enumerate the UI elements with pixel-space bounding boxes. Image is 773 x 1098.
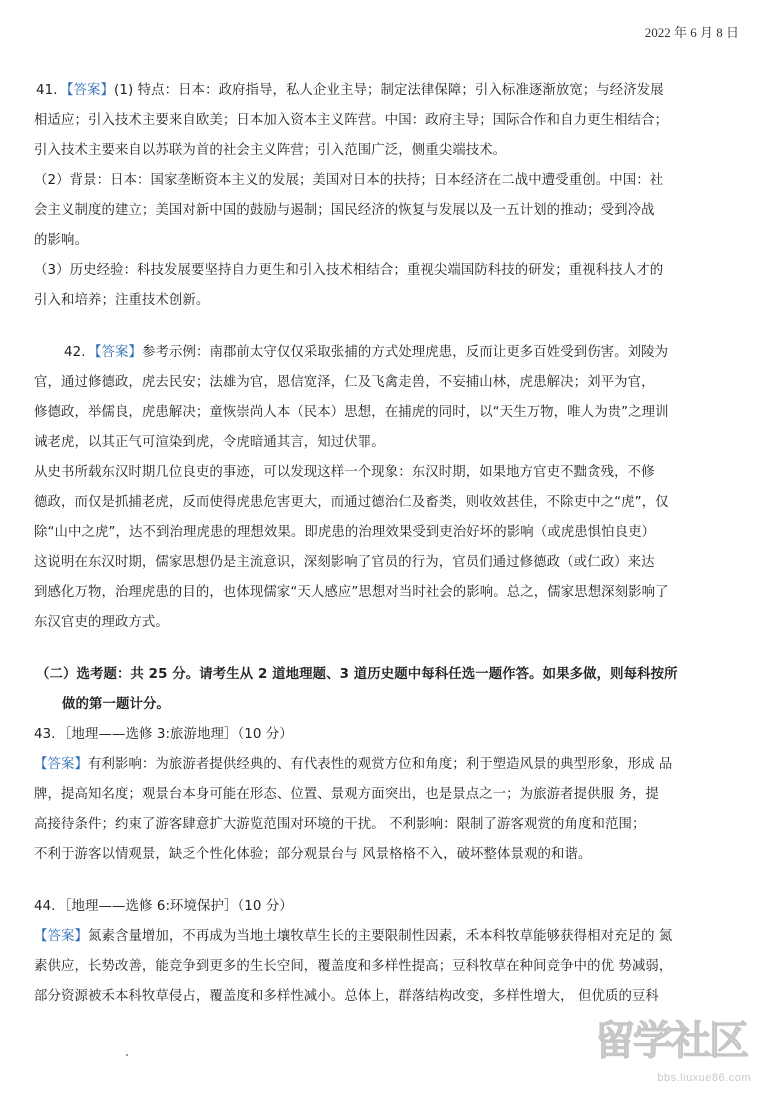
watermark-logo <box>595 998 755 1068</box>
watermark-url: bbs.liuxue86.com <box>657 1072 751 1084</box>
document-date: 2022 年 6 月 8 日 <box>644 25 739 40</box>
section2-line-2: 做的第一题计分。 <box>62 697 170 712</box>
q41-line-7: （3）历史经验：科技发展要坚持自力更生和引入技术相结合；重视尖端国防科技的研发；重视科技人才的 <box>34 263 664 278</box>
stray-dot <box>126 1054 128 1056</box>
q44-title: 44．［地理——选修 6:环境保护］（10 分） <box>34 899 293 914</box>
q43-line-4: 不利于游客以情观景，缺乏个性化体验；部分观景台与 风景格格不入，破坏整体景观的和谐。 <box>34 847 592 862</box>
q43-answer-tag: 【答案】 <box>34 757 88 772</box>
q42-text-1: 参考示例：南郡前太守仅仅采取张捕的方式处理虎患，反而让更多百姓受到伤害。刘陵为 <box>142 345 669 360</box>
q44-line-1 <box>34 922 746 952</box>
q42-line-1 <box>34 338 746 368</box>
q44-line-3: 部分资源被禾本科牧草侵占，覆盖度和多样性减小。总体上，群落结构改变，多样性增大， 但优质的豆科 <box>34 989 659 1004</box>
q41-line-8: 引入和培养；注重技术创新。 <box>34 293 210 308</box>
q41-line-1 <box>34 76 746 106</box>
q44-text-1: 氮素含量增加，不再成为当地土壤牧草生长的主要限制性因素，禾本科牧草能够获得相对充足的 氮 <box>87 929 673 944</box>
q43-line-3: 高接待条件；约束了游客肆意扩大游览范围对环境的干扰。 不利影响：限制了游客观赏的角度和范围； <box>34 817 646 832</box>
q42-answer-tag: 【答案】 <box>94 345 142 360</box>
q41-line-2: 相适应；引入技术主要来自欧美；日本加入资本主义阵营。中国：政府主导；国际合作和自力更生相结合； <box>34 113 669 128</box>
q44-line-2: 素供应，长势改善，能竞争到更多的生长空间，覆盖度和多样性提高；豆科牧草在种间竞争中的优 势减弱， <box>34 959 673 974</box>
q42-line-4: 诫老虎，以其正气可渲染到虎，令虎暗通其言，知过伏罪。 <box>34 435 385 450</box>
q43-title: 43．［地理——选修 3:旅游地理］（10 分） <box>34 727 293 742</box>
q42-line-8: 这说明在东汉时期，儒家思想仍是主流意识，深刻影响了官员的行为，官员们通过修德政（或仁政）来达 <box>34 555 655 570</box>
section2-line-1: （二）选考题：共 25 分。请考生从 2 道地理题、3 道历史题中每科任选一题作答。如果多做，则每科按所 <box>36 667 678 682</box>
q41-line-5: 会主义制度的建立；美国对新中国的鼓励与遏制；国民经济的恢复与发展以及一五计划的推动；受到冷战 <box>34 203 655 218</box>
q41-text-1: (1) 特点：日本：政府指导，私人企业主导；制定法律保障；引入标准逐渐放宽；与经济发展 <box>114 83 664 98</box>
q41-answer-tag: 【答案】 <box>66 83 114 98</box>
q43-line-1 <box>34 750 746 780</box>
q41-line-6: 的影响。 <box>34 233 88 248</box>
q41-line-3: 引入技术主要来自以苏联为首的社会主义阵营；引入范围广泛，侧重尖端技术。 <box>34 143 507 158</box>
q42-line-10: 东汉官吏的理政方式。 <box>34 615 169 630</box>
q42-line-7: 除“山中之虎”，达不到治理虎患的理想效果。即虎患的治理效果受到吏治好坏的影响（或虎患惧怕良吏） <box>34 525 656 540</box>
q42-number: 42． <box>64 345 95 360</box>
q43-line-2: 牌，提高知名度；观景台本身可能在形态、位置、景观方面突出，也是景点之一；为旅游者提供服 务，提 <box>34 787 659 802</box>
q42-line-6: 德政，而仅是抓捕老虎，反而使得虎患危害更大，而通过德治仁及畜类，则收效甚佳，不除吏中之“虎”，仅 <box>34 495 669 510</box>
q42-line-2: 官，通过修德政，虎去民安；法雄为官，恩信宽泽，仁及飞禽走兽，不妄捕山林，虎患解决；刘平为官， <box>34 375 655 390</box>
answer-document <box>34 76 746 1012</box>
q43-text-1: 有利影响：为旅游者提供经典的、有代表性的观赏方位和角度；利于塑造风景的典型形象，形成 品 <box>87 757 673 772</box>
q41-number: 41． <box>36 83 67 98</box>
q42-line-9: 到感化万物，治理虎患的目的，也体现儒家“天人感应”思想对当时社会的影响。总之，儒家思想深刻影响了 <box>34 585 669 600</box>
q41-line-4: （2）背景：日本：国家垄断资本主义的发展；美国对日本的扶持；日本经济在二战中遭受重创。中国：社 <box>34 173 664 188</box>
q44-answer-tag: 【答案】 <box>34 929 88 944</box>
q42-line-3: 修德政，举儒良，虎患解决；童恢崇尚人本（民本）思想，在捕虎的同时，以“天生万物，唯人为贵”之理训 <box>34 405 669 420</box>
q42-line-5: 从史书所载东汉时期几位良吏的事迹，可以发现这样一个现象：东汉时期，如果地方官吏不黜贪残，不修 <box>34 465 655 480</box>
svg-text:留学社区: 留学社区 <box>595 1018 747 1064</box>
